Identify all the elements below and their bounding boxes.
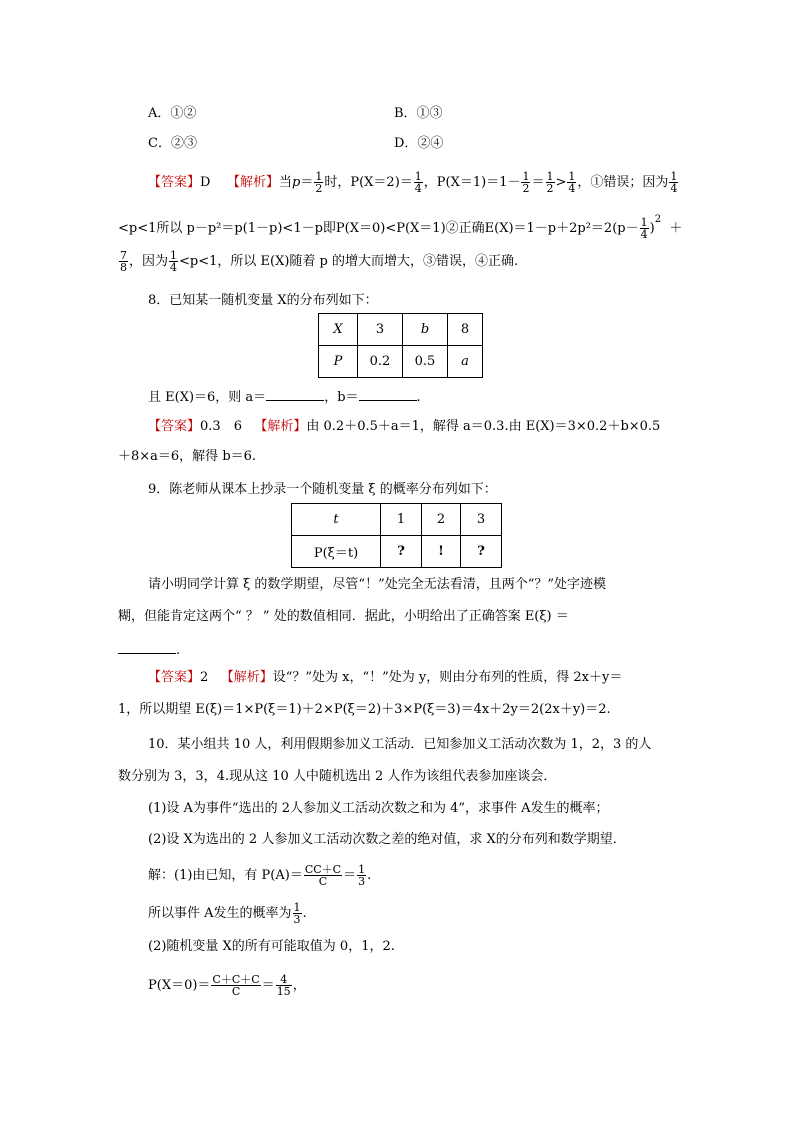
analysis-tag: 【解析】 [220,670,273,685]
fraction-seven-eighths [119,250,128,273]
num: 7 [120,249,127,262]
table-cell: 8 [448,314,483,346]
num: 1 [670,170,678,183]
num: 1 [315,170,323,183]
answer-tag: 【答案】 [148,175,201,190]
text: . [416,390,421,405]
fraction-4-15 [276,974,292,997]
table-cell: ! [422,536,461,568]
den: 8 [120,261,127,274]
fraction-half [546,171,555,194]
fraction-quarter [567,171,576,194]
num: 1 [640,216,648,229]
text: ，因为 [129,254,169,269]
text: ＝ [300,175,314,190]
q10-part-1: (1)设 A为事件“选出的 2人参加义工活动次数之和为 4”，求事件 A发生的概率； [148,801,609,816]
num: 1 [414,170,422,183]
text: . [176,643,181,658]
table-row [319,314,483,346]
table-cell: ? [381,536,422,568]
q9-para-3 [118,641,180,659]
num: 4 [276,974,292,986]
q10-stem-2: 数分别为 3，3，4.现从这 10 人中随机选出 2 人作为该组代表参加座谈会． [118,769,557,784]
text: ＋ [669,221,683,236]
var-p: p [292,175,301,190]
q7-analysis-line-1 [148,171,679,194]
table-cell: 0.2 [358,346,403,378]
table-row [292,504,502,536]
fraction-combinations [211,974,260,997]
num: 1 [522,170,530,183]
den: 2 [546,182,554,195]
blank [359,388,417,401]
analysis-tag: 【解析】 [254,419,307,434]
q9-para-1: 请小明同学计算 ξ 的数学期望，尽管“！”处完全无法看清，且两个“？”处字迹模 [148,577,607,592]
answer-tag: 【答案】 [148,419,201,434]
table-cell: t [292,504,381,536]
den: C [231,985,241,998]
table-cell: 2 [422,504,461,536]
den: 4 [170,261,178,274]
q8-answer-line-1 [148,419,660,435]
q9-answer-line-2: 1，所以期望 E(ξ)＝1×P(ξ＝1)＋2×P(ξ＝2)＋3×P(ξ＝3)＝4x＋2y＝2(2x＋y)＝2. [118,702,611,717]
q10-solution-2 [148,902,307,925]
text: <p<1，所以 E(X)随着 p 的增大而增大，③错误，④正确. [179,254,519,269]
num: 1 [358,863,366,876]
text: 解：(1)由已知，有 P(A)＝ [148,868,303,883]
num: 1 [170,249,178,262]
table-row [292,536,502,568]
option-d: D．②④ [394,136,444,151]
fraction-quarter [414,171,423,194]
q7-analysis-line-2 [118,212,682,240]
table-cell: 1 [381,504,422,536]
text: 时，P(X＝2)＝ [324,175,413,190]
num: 1 [293,901,301,914]
den: 3 [358,875,366,888]
answer-value: 0.3 6 [200,419,242,434]
q10-solution-3: (2)随机变量 X的所有可能取值为 0，1，2. [148,939,395,954]
text: ，P(X＝1)＝1－ [423,175,521,190]
table-cell: 3 [461,504,502,536]
den: C [318,875,328,888]
text: > [555,175,567,190]
fraction-quarter [169,250,178,273]
den: 3 [293,913,301,926]
den: 2 [315,182,323,195]
text: ，①错误；因为 [577,175,669,190]
text: ＝ [531,175,545,190]
q8-condition [148,388,421,406]
table-cell: ? [461,536,502,568]
text: ， [292,978,306,993]
text: ＝ [261,978,275,993]
q9-answer-line-1 [148,670,622,686]
text: 设“？”处为 x，“！”处为 y，则由分布列的性质，得 2x＋y＝ [272,670,623,685]
table-cell: 0.5 [403,346,448,378]
den: 15 [276,985,291,998]
option-a: A．①② [148,106,197,121]
num: 1 [568,170,576,183]
den: 4 [414,182,422,195]
table-cell: P(ξ＝t) [292,536,381,568]
analysis-tag: 【解析】 [226,175,279,190]
fraction-half [314,171,323,194]
fraction-half [521,171,530,194]
q8-stem: 8．已知某一随机变量 X的分布列如下： [148,293,378,308]
text: (p－ [612,221,639,236]
text: 所以事件 A发生的概率为 [148,906,292,921]
fraction-third [357,864,366,887]
blank [118,641,176,654]
text: ) [649,221,655,236]
table-cell: a [448,346,483,378]
den: 4 [568,182,576,195]
answer-value: 2 [200,670,209,685]
text: 且 E(X)＝6，则 a＝ [148,390,267,405]
text: 由 0.2＋0.5＋a＝1，解得 a＝0.3.由 E(X)＝3×0.2＋b×0.5 [306,419,661,434]
answer-tag: 【答案】 [148,670,201,685]
q8-distribution-table [318,313,483,378]
option-c: C．②③ [148,136,197,151]
den: 4 [640,228,648,241]
table-cell: P [319,346,358,378]
num: 1 [546,170,554,183]
fraction-quarter [640,217,649,240]
q9-distribution-table [291,503,502,568]
exponent: 2 [654,214,662,225]
table-cell: b [403,314,448,346]
den: 2 [522,182,530,195]
text: ，b＝ [324,390,359,405]
q7-analysis-line-3 [118,250,518,273]
fraction-third [293,902,302,925]
q9-stem: 9．陈老师从课本上抄录一个随机变量 ξ 的概率分布列如下： [148,482,497,497]
option-b: B．①③ [394,106,443,121]
table-row [319,346,483,378]
den: 4 [670,182,678,195]
q9-para-2: 糊，但能肯定这两个“ ？ ” 处的数值相同．据此，小明给出了正确答案 E(ξ) ＝ [118,609,569,624]
text: . [302,906,307,921]
text: ＝ [343,868,357,883]
q10-solution-4 [148,974,306,997]
q8-answer-line-2: ＋8×a＝6，解得 b＝6. [118,449,257,464]
blank [266,388,324,401]
text: <p<1所以 p－p²＝p(1－p)<1－p即P(X＝0)<P(X＝1)②正确E(X)＝1－p＋2p²＝2 [118,221,613,236]
text: P(X＝0)＝ [148,978,211,993]
answer-value: D [200,175,211,190]
q10-solution-1 [148,864,371,887]
table-cell: X [319,314,358,346]
q10-part-2: (2)设 X为选出的 2 人参加义工活动次数之差的绝对值，求 X的分布列和数学期望． [148,832,626,847]
text: . [367,868,372,883]
num: C＋C＋C [212,973,260,986]
table-cell: 3 [358,314,403,346]
text: 当 [279,175,293,190]
fraction-quarter [669,171,678,194]
q10-stem-1: 10．某小组共 10 人，利用假期参加义工活动．已知参加义工活动次数为 1，2，3 的人 [148,737,652,752]
num: CC＋C [304,863,342,876]
fraction-combinations [304,864,342,887]
